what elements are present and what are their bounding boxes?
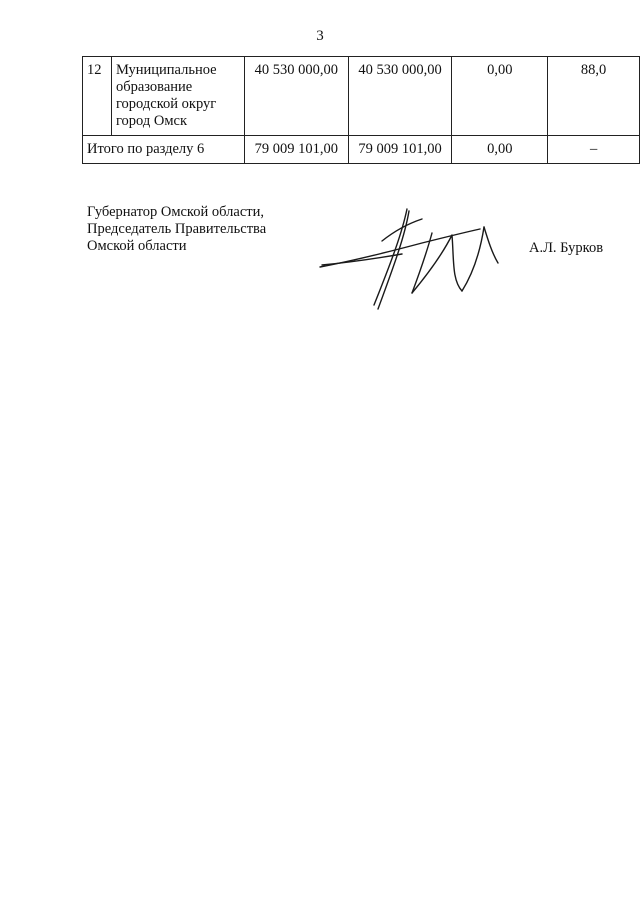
municipality-name (111, 57, 244, 136)
amount-cell: 0,00 (452, 57, 548, 136)
percent-cell: 88,0 (548, 57, 640, 136)
name-line: город Омск (115, 113, 188, 129)
total-label: Итого по разделу 6 (83, 136, 245, 164)
signatory-title (87, 204, 266, 255)
name-line: городской округ (115, 96, 217, 112)
total-row (83, 136, 640, 164)
amount-cell: 40 530 000,00 (244, 57, 348, 136)
budget-table (82, 56, 640, 164)
total-amount: 79 009 101,00 (348, 136, 452, 164)
total-amount: 0,00 (452, 136, 548, 164)
signatory-title-line: Председатель Правительства (87, 221, 267, 237)
signatory-title-line: Омской области (87, 238, 187, 254)
amount-cell: 40 530 000,00 (348, 57, 452, 136)
name-line: образование (115, 79, 193, 95)
signatory-name: А.Л. Бурков (529, 240, 604, 256)
signatory-title-line: Губернатор Омской области, (87, 204, 264, 220)
name-line: Муниципальное (115, 62, 217, 78)
handwritten-signature (312, 205, 512, 315)
total-percent: – (548, 136, 640, 164)
row-number: 12 (83, 57, 112, 136)
page-number: 3 (316, 28, 324, 44)
total-amount: 79 009 101,00 (244, 136, 348, 164)
table-row (83, 57, 640, 136)
